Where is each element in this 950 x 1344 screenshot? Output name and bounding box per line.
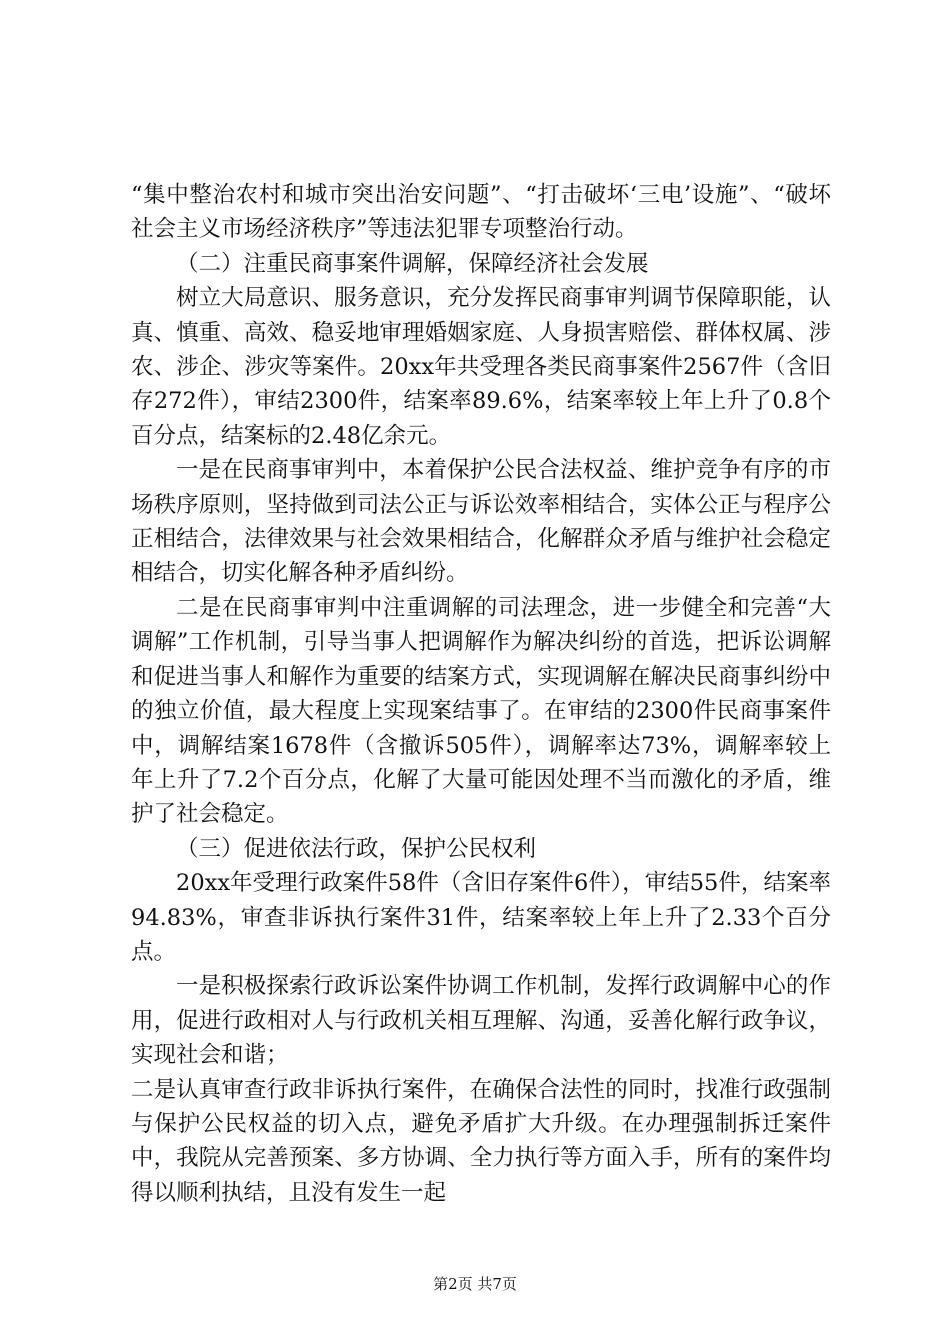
page-number: 第2页 共7页 xyxy=(433,1275,517,1293)
page-footer xyxy=(0,1274,950,1294)
section-heading-3: （三）促进依法行政，保护公民权利 xyxy=(176,835,537,862)
paragraph-9: 二是认真审查行政非诉执行案件，在确保合法性的同时，找准行政强制与保护公民权益的切入点，避免矛盾扩大升级。在办理强制拆迁案件中，我院从完善预案、多方协调、全力执行等方面入手，所有的案件均得以顺利执结，且没有发生一起 xyxy=(131,1076,831,1206)
paragraph-3: 树立大局意识、服务意识，充分发挥民商事审判调节保障职能，认真、慎重、高效、稳妥地审理婚姻家庭、人身损害赔偿、群体权属、涉农、涉企、涉灾等案件。20xx年共受理各类民商事案件2567件（含旧存272件），审结2300件，结案率89.6%，结案率较上年上升了0.8个百分点，结案标的2.48亿余元。 xyxy=(131,285,831,449)
paragraph-8: 一是积极探索行政诉讼案件协调工作机制，发挥行政调解中心的作用，促进行政相对人与行政机关相互理解、沟通，妥善化解行政争议，实现社会和谐； xyxy=(131,973,831,1069)
document-body xyxy=(131,178,831,1210)
paragraph-7: 20xx年受理行政案件58件（含旧存案件6件），审结55件，结案率94.83%，审查非诉执行案件31件，结案率较上年上升了2.33个百分点。 xyxy=(131,870,831,965)
paragraph-4: 一是在民商事审判中，本着保护公民合法权益、维护竞争有序的市场秩序原则，坚持做到司法公正与诉讼效率相结合，实体公正与程序公正相结合，法律效果与社会效果相结合，化解群众矛盾与维护社会稳定相结合，切实化解各种矛盾纠纷。 xyxy=(131,457,831,587)
section-heading-2: （二）注重民商事案件调解，保障经济社会发展 xyxy=(176,250,649,277)
paragraph-1: “集中整治农村和城市突出治安问题”、“打击破坏‘三电’设施”、“破坏社会主义市场经济秩序”等违法犯罪专项整治行动。 xyxy=(131,182,831,243)
paragraph-5: 二是在民商事审判中注重调解的司法理念，进一步健全和完善“大调解”工作机制，引导当事人把调解作为解决纠纷的首选，把诉讼调解和促进当事人和解作为重要的结案方式，实现调解在解决民商事纠纷中的独立价值，最大程度上实现案结事了。在审结的2300件民商事案件中，调解结案1678件（含撤诉505件），调解率达73%，调解率较上年上升了7.2个百分点，化解了大量可能因处理不当而激化的矛盾，维护了社会稳定。 xyxy=(131,594,831,828)
